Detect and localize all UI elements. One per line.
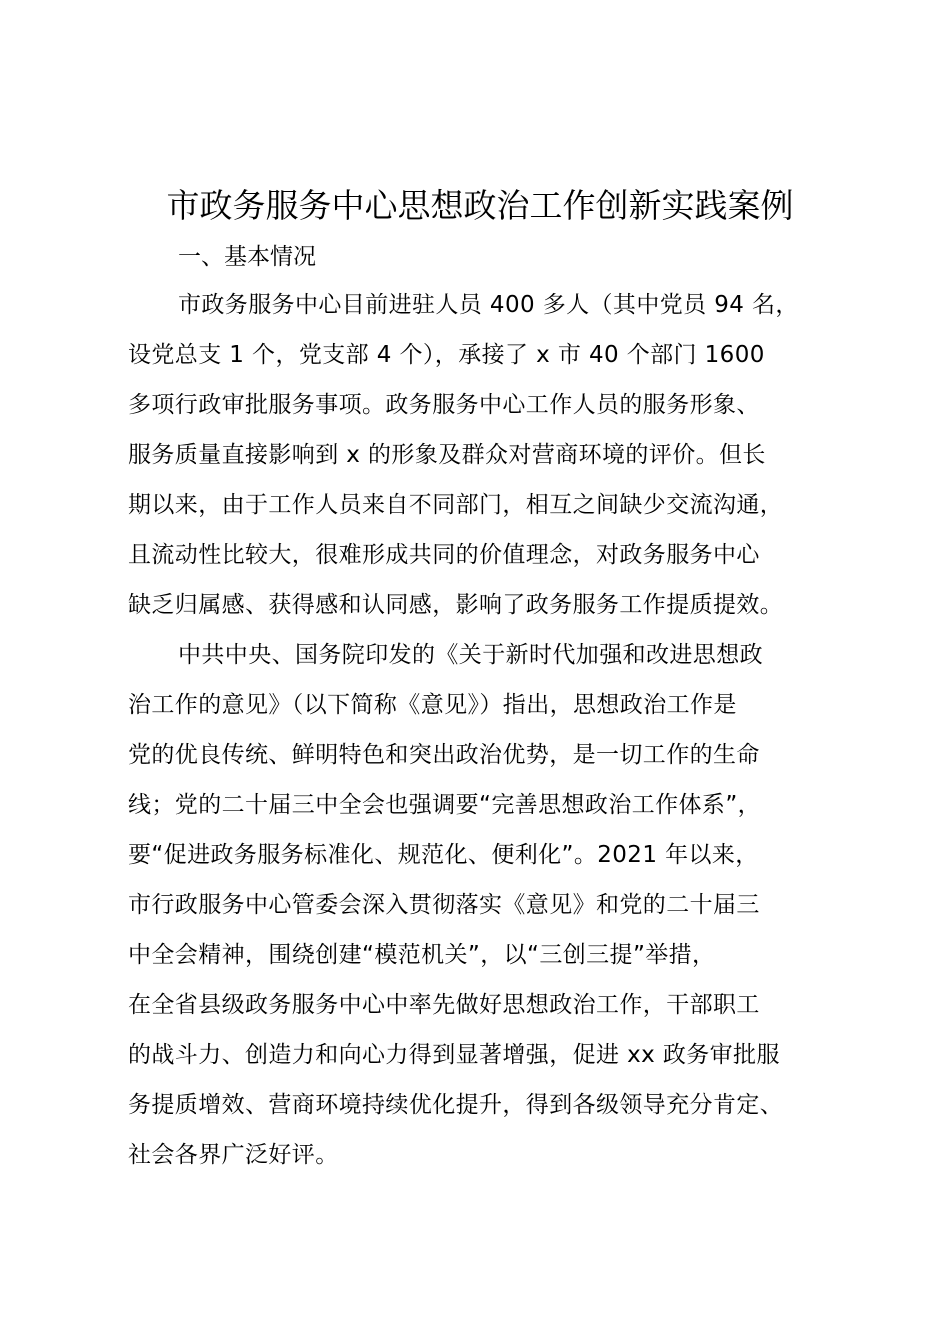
paragraph-line: 治工作的意见》（以下简称《意见》）指出，思想政治工作是 [128, 692, 737, 718]
paragraph-line: 市政务服务中心目前进驻人员 400 多人（其中党员 94 名， [178, 292, 799, 318]
paragraph-line: 且流动性比较大，很难形成共同的价值理念，对政务服务中心 [128, 542, 760, 568]
paragraph-line: 市行政服务中心管委会深入贯彻落实《意见》和党的二十届三 [128, 892, 760, 918]
paragraph-line: 要“促进政务服务标准化、规范化、便利化”。2021 年以来， [128, 842, 759, 868]
paragraph-line: 务提质增效、营商环境持续优化提升，得到各级领导充分肯定、 [128, 1092, 784, 1118]
paragraph-line: 的战斗力、创造力和向心力得到显著增强，促进 xx 政务审批服 [128, 1042, 780, 1068]
paragraph-line: 社会各界广泛好评。 [128, 1142, 339, 1168]
paragraph-line: 中全会精神，围绕创建“模范机关”，以“三创三提”举措， [128, 942, 716, 968]
paragraph-line: 线；党的二十届三中全会也强调要“完善思想政治工作体系”， [128, 792, 762, 818]
paragraph-line: 设党总支 1 个，党支部 4 个），承接了 x 市 40 个部门 1600 [128, 342, 765, 368]
paragraph-line: 在全省县级政务服务中心中率先做好思想政治工作，干部职工 [128, 992, 760, 1018]
paragraph-line: 期以来，由于工作人员来自不同部门，相互之间缺少交流沟通， [128, 492, 784, 518]
document-title: 市政务服务中心思想政治工作创新实践案例 [166, 186, 794, 225]
paragraph-line: 服务质量直接影响到 x 的形象及群众对营商环境的评价。但长 [128, 442, 766, 468]
paragraph-line: 多项行政审批服务事项。政务服务中心工作人员的服务形象、 [128, 392, 760, 418]
paragraph-line: 党的优良传统、鲜明特色和突出政治优势，是一切工作的生命 [128, 742, 760, 768]
paragraph-line: 缺乏归属感、获得感和认同感，影响了政务服务工作提质提效。 [128, 592, 784, 618]
section-heading: 一、基本情况 [178, 244, 316, 270]
paragraph-line: 中共中央、国务院印发的《关于新时代加强和改进思想政 [178, 642, 763, 668]
